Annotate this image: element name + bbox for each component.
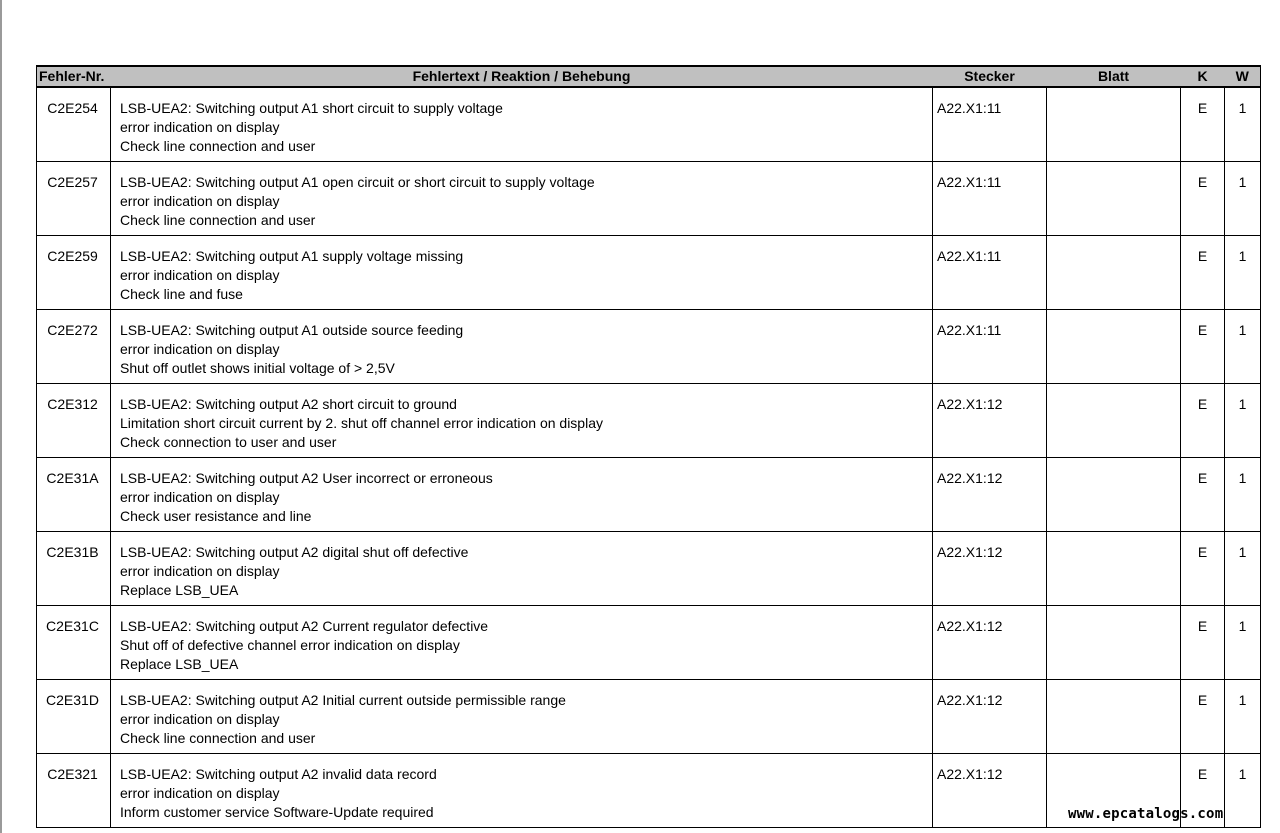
sheet-value <box>1047 161 1181 235</box>
error-number: C2E31C <box>37 605 111 679</box>
error-text-line: Check line connection and user <box>120 138 316 154</box>
sheet-value <box>1047 383 1181 457</box>
error-text-cell <box>111 679 933 753</box>
sheet-value <box>1047 235 1181 309</box>
error-text-line: Check line connection and user <box>120 729 316 746</box>
header-w: W <box>1225 66 1261 87</box>
sheet-value <box>1047 87 1181 161</box>
connector-value: A22.X1:12 <box>933 679 1047 753</box>
table-row <box>37 605 1261 679</box>
error-text-cell <box>111 753 933 827</box>
table-header-row <box>37 66 1261 87</box>
error-text-line: error indication on display <box>120 710 280 727</box>
page-left-edge <box>0 0 2 833</box>
error-number: C2E254 <box>37 87 111 161</box>
error-text-line: error indication on display <box>120 488 280 505</box>
k-value: E <box>1181 161 1225 235</box>
w-value: 1 <box>1225 87 1261 161</box>
error-text-line: Shut off outlet shows initial voltage of > 2,5V <box>120 359 395 376</box>
k-value: E <box>1181 605 1225 679</box>
header-fehler-nr: Fehler-Nr. <box>37 66 111 87</box>
w-value: 1 <box>1225 531 1261 605</box>
watermark-url: www.epcatalogs.com <box>1068 806 1224 822</box>
k-value: E <box>1181 235 1225 309</box>
k-value: E <box>1181 531 1225 605</box>
connector-value: A22.X1:12 <box>933 605 1047 679</box>
error-text-line: LSB-UEA2: Switching output A1 short circuit to supply voltage <box>120 100 503 116</box>
k-value: E <box>1181 457 1225 531</box>
error-text-line: LSB-UEA2: Switching output A2 invalid data record <box>120 765 437 782</box>
error-text-line: LSB-UEA2: Switching output A2 Initial current outside permissible range <box>120 691 566 708</box>
error-number: C2E272 <box>37 309 111 383</box>
error-text-line: Replace LSB_UEA <box>120 655 239 672</box>
connector-value: A22.X1:11 <box>933 161 1047 235</box>
error-text-cell <box>111 309 933 383</box>
error-table-container <box>36 65 1260 828</box>
error-text-cell <box>111 457 933 531</box>
error-text-line: Check connection to user and user <box>120 433 337 450</box>
error-code-table <box>36 65 1261 828</box>
k-value: E <box>1181 87 1225 161</box>
table-row <box>37 531 1261 605</box>
table-row <box>37 235 1261 309</box>
header-stecker: Stecker <box>933 66 1047 87</box>
k-value: E <box>1181 753 1225 827</box>
table-row <box>37 87 1261 161</box>
header-blatt: Blatt <box>1047 66 1181 87</box>
error-text-cell <box>111 235 933 309</box>
error-text-line: error indication on display <box>120 192 280 209</box>
k-value: E <box>1181 383 1225 457</box>
w-value: 1 <box>1225 753 1261 827</box>
error-text-line: error indication on display <box>120 562 280 579</box>
sheet-value <box>1047 679 1181 753</box>
w-value: 1 <box>1225 235 1261 309</box>
w-value: 1 <box>1225 605 1261 679</box>
error-text-line: Limitation short circuit current by 2. shut off channel error indication on display <box>120 414 603 431</box>
error-text-line: Check line connection and user <box>120 211 316 228</box>
w-value: 1 <box>1225 383 1261 457</box>
error-text-cell <box>111 383 933 457</box>
error-text-line: LSB-UEA2: Switching output A2 digital shut off defective <box>120 543 469 560</box>
w-value: 1 <box>1225 161 1261 235</box>
sheet-value <box>1047 605 1181 679</box>
table-row <box>37 309 1261 383</box>
error-text-line: Inform customer service Software-Update required <box>120 803 434 820</box>
connector-value: A22.X1:12 <box>933 753 1047 827</box>
sheet-value <box>1047 309 1181 383</box>
error-number: C2E321 <box>37 753 111 827</box>
error-text-cell <box>111 161 933 235</box>
sheet-value <box>1047 457 1181 531</box>
error-number: C2E259 <box>37 235 111 309</box>
w-value: 1 <box>1225 309 1261 383</box>
header-k: K <box>1181 66 1225 87</box>
error-number: C2E31A <box>37 457 111 531</box>
error-number: C2E257 <box>37 161 111 235</box>
error-text-line: LSB-UEA2: Switching output A2 short circuit to ground <box>120 395 457 412</box>
error-text-line: Check user resistance and line <box>120 507 312 524</box>
error-text-line: Replace LSB_UEA <box>120 581 239 598</box>
error-text-line: LSB-UEA2: Switching output A1 supply voltage missing <box>120 247 464 264</box>
error-text-cell <box>111 605 933 679</box>
error-text-line: LSB-UEA2: Switching output A2 User incorrect or erroneous <box>120 469 493 486</box>
k-value: E <box>1181 679 1225 753</box>
error-text-line: Check line and fuse <box>120 285 243 302</box>
table-row <box>37 161 1261 235</box>
table-row <box>37 457 1261 531</box>
table-body <box>37 87 1261 827</box>
sheet-value <box>1047 531 1181 605</box>
error-number: C2E31B <box>37 531 111 605</box>
connector-value: A22.X1:11 <box>933 87 1047 161</box>
table-row <box>37 383 1261 457</box>
error-number: C2E31D <box>37 679 111 753</box>
w-value: 1 <box>1225 457 1261 531</box>
error-text-cell <box>111 87 933 161</box>
error-text-line: LSB-UEA2: Switching output A2 Current regulator defective <box>120 617 489 634</box>
error-text-line: error indication on display <box>120 784 280 801</box>
connector-value: A22.X1:12 <box>933 383 1047 457</box>
error-text-line: error indication on display <box>120 266 280 283</box>
connector-value: A22.X1:12 <box>933 531 1047 605</box>
connector-value: A22.X1:11 <box>933 309 1047 383</box>
error-text-line: LSB-UEA2: Switching output A1 outside source feeding <box>120 321 464 338</box>
error-text-line: error indication on display <box>120 340 280 357</box>
error-number: C2E312 <box>37 383 111 457</box>
header-fehlertext: Fehlertext / Reaktion / Behebung <box>111 66 933 87</box>
table-row <box>37 679 1261 753</box>
error-text-line: error indication on display <box>120 119 280 135</box>
k-value: E <box>1181 309 1225 383</box>
error-text-line: LSB-UEA2: Switching output A1 open circuit or short circuit to supply voltage <box>120 173 595 190</box>
connector-value: A22.X1:11 <box>933 235 1047 309</box>
error-text-line: Shut off of defective channel error indication on display <box>120 636 460 653</box>
w-value: 1 <box>1225 679 1261 753</box>
error-text-cell <box>111 531 933 605</box>
connector-value: A22.X1:12 <box>933 457 1047 531</box>
